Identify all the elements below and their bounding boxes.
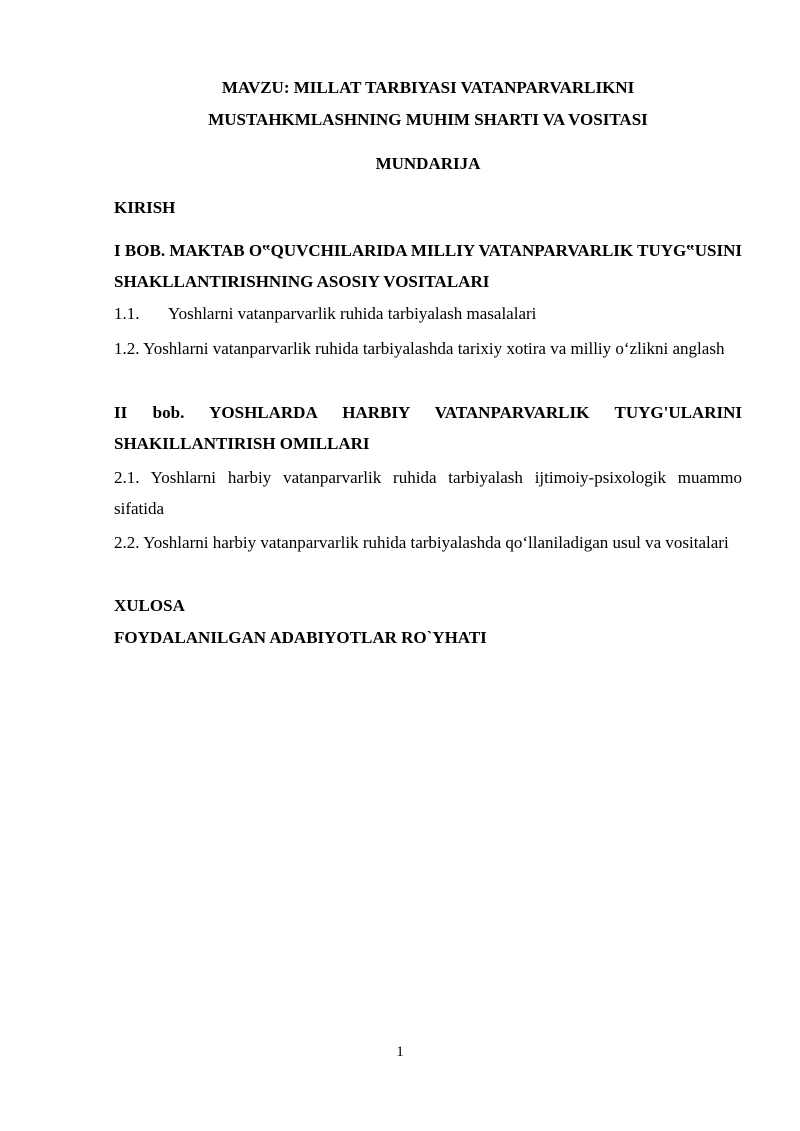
toc-section-1-1-title: Yoshlarni vatanparvarlik ruhida tarbiyalash masalalari [168, 304, 537, 323]
toc-section-1-2: 1.2. Yoshlarni vatanparvarlik ruhida tarbiyalashda tarixiy xotira va milliy o‘zlikni anglash [114, 339, 725, 358]
toc-section-1-1-number: 1.1. [114, 304, 140, 323]
toc-section-2-2: 2.2. Yoshlarni harbiy vatanparvarlik ruhida tarbiyalashda qo‘llaniladigan usul va vositalari [114, 533, 729, 552]
toc-chapter-1: I BOB. MAKTAB O‟QUVCHILARIDA MILLIY VATANPARVARLIK TUYG‟USINI SHAKLLANTIRISHNING ASOSIY VOSITALARI [114, 241, 742, 291]
toc-section-1-1 [114, 298, 742, 329]
document-title-line-2: MUSTAHKMLASHNING MUHIM SHARTI VA VOSITASI [208, 110, 648, 129]
toc-section-2-1: 2.1. Yoshlarni harbiy vatanparvarlik ruhida tarbiyalash ijtimoiy-psixologik muammo sifatida [114, 468, 742, 518]
toc-chapter-2: II bob. YOSHLARDA HARBIY VATANPARVARLIK TUYG'ULARINI SHAKILLANTIRISH OMILLARI [114, 403, 742, 453]
toc-references: FOYDALANILGAN ADABIYOTLAR RO`YHATI [114, 628, 487, 647]
document-title-line-1: MAVZU: MILLAT TARBIYASI VATANPARVARLIKNI [221, 78, 635, 97]
toc-conclusion: XULOSA [114, 596, 185, 615]
page-number: 1 [396, 1044, 404, 1060]
toc-intro: KIRISH [114, 198, 176, 217]
toc-heading: MUNDARIJA [375, 154, 481, 173]
